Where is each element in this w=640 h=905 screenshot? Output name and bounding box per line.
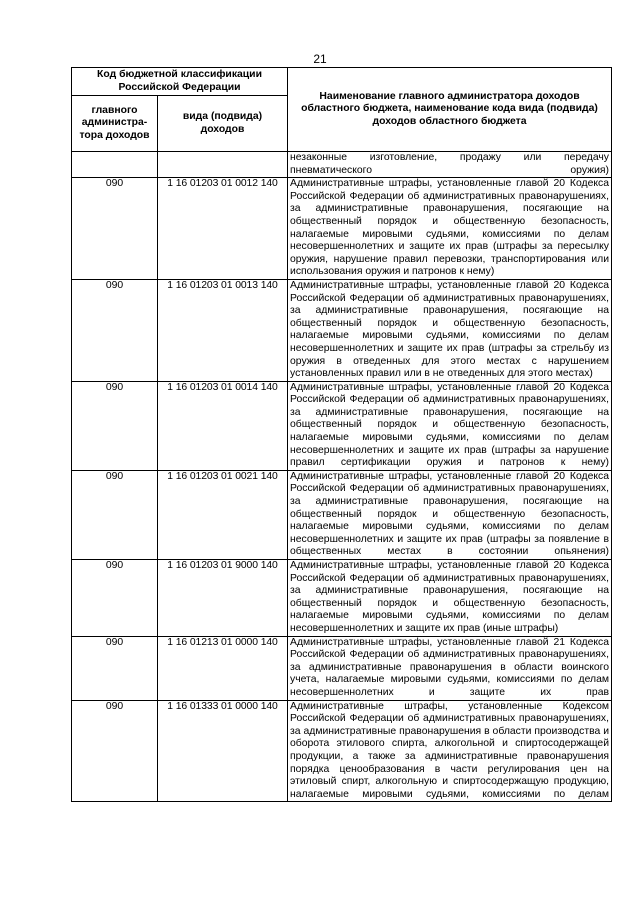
income-name-cell: незаконные изготовление, продажу или передачу пневматического оружия) [288,152,612,178]
admin-code-cell: 090 [72,700,158,802]
income-name-cell: Административные штрафы, установленные главой 20 Кодекса Российской Федерации об административных правонарушениях, за административные правонарушения, посягающие на общественный порядок и общественную безопасность, налагаемые мировыми судьями, комиссиями по делам несовершеннолетних и защите их прав (штрафы за появление в общественных местах в состоянии опьянения) [288,470,612,559]
table-row [72,470,612,559]
table-row [72,700,612,802]
table-row [72,279,612,381]
income-name-cell: Административные штрафы, установленные главой 20 Кодекса Российской Федерации об административных правонарушениях, за административные правонарушения, посягающие на общественный порядок и общественную безопасность, налагаемые мировыми судьями, комиссиями по делам несовершеннолетних и защите их прав (штрафы за стрельбу из оружия в отведенных для этого местах с нарушением установленных правил или в не отведенных для этого местах) [288,279,612,381]
income-code-cell: 1 16 01203 01 0021 140 [158,470,288,559]
admin-code-cell: 090 [72,279,158,381]
income-name-cell: Административные штрафы, установленные главой 21 Кодекса Российской Федерации об административных правонарушениях, за административные правонарушения в области воинского учета, налагаемые мировыми судьями, комиссиями по делам несовершеннолетних и защите их прав [288,636,612,700]
income-code-cell [158,152,288,178]
table-row [72,178,612,280]
income-name-cell: Административные штрафы, установленные главой 20 Кодекса Российской Федерации об административных правонарушениях, за административные правонарушения, посягающие на общественный порядок и общественную безопасность, налагаемые мировыми судьями, комиссиями по делам несовершеннолетних и защите их прав (иные штрафы) [288,560,612,637]
income-code-cell: 1 16 01203 01 9000 140 [158,560,288,637]
header-classification-code: Код бюджетной классификации Российской Федерации [72,68,288,96]
table-row [72,152,612,178]
table-row [72,381,612,470]
table-row [72,560,612,637]
page-number: 21 [313,52,327,66]
admin-code-cell: 090 [72,470,158,559]
header-name: Наименование главного администратора доходов областного бюджета, наименование кода вида (подвида) доходов областного бюджета [288,68,612,152]
income-code-cell: 1 16 01203 01 0013 140 [158,279,288,381]
income-code-cell: 1 16 01333 01 0000 140 [158,700,288,802]
income-name-cell: Административные штрафы, установленные Кодексом Российской Федерации об административных правонарушениях, за административные правонарушения в области производства и оборота этилового спирта, алкогольной и спиртосодержащей продукции, а также за административные правонарушения порядка ценообразования в части регулирования цен на этиловый спирт, алкогольную и спиртосодержащую продукцию, налагаемые мировыми судьями, комиссиями по делам [288,700,612,802]
header-income-type: вида (подвида) доходов [158,96,288,152]
admin-code-cell [72,152,158,178]
income-name-cell: Административные штрафы, установленные главой 20 Кодекса Российской Федерации об административных правонарушениях, за административные правонарушения, посягающие на общественный порядок и общественную безопасность, налагаемые мировыми судьями, комиссиями по делам несовершеннолетних и защите их прав (штрафы за пересылку оружия, нарушение правил перевозки, транспортирования или использования оружия и патронов к нему) [288,178,612,280]
admin-code-cell: 090 [72,560,158,637]
admin-code-cell: 090 [72,178,158,280]
table-row [72,636,612,700]
income-code-cell: 1 16 01203 01 0012 140 [158,178,288,280]
budget-classification-table [71,67,612,802]
admin-code-cell: 090 [72,381,158,470]
income-code-cell: 1 16 01203 01 0014 140 [158,381,288,470]
income-code-cell: 1 16 01213 01 0000 140 [158,636,288,700]
admin-code-cell: 090 [72,636,158,700]
income-name-cell: Административные штрафы, установленные главой 20 Кодекса Российской Федерации об административных правонарушениях, за административные правонарушения, посягающие на общественный порядок и общественную безопасность, налагаемые мировыми судьями, комиссиями по делам несовершеннолетних и защите их прав (штрафы за нарушение правил сертификации оружия и патронов к нему) [288,381,612,470]
header-admin: главного администра-тора доходов [72,96,158,152]
